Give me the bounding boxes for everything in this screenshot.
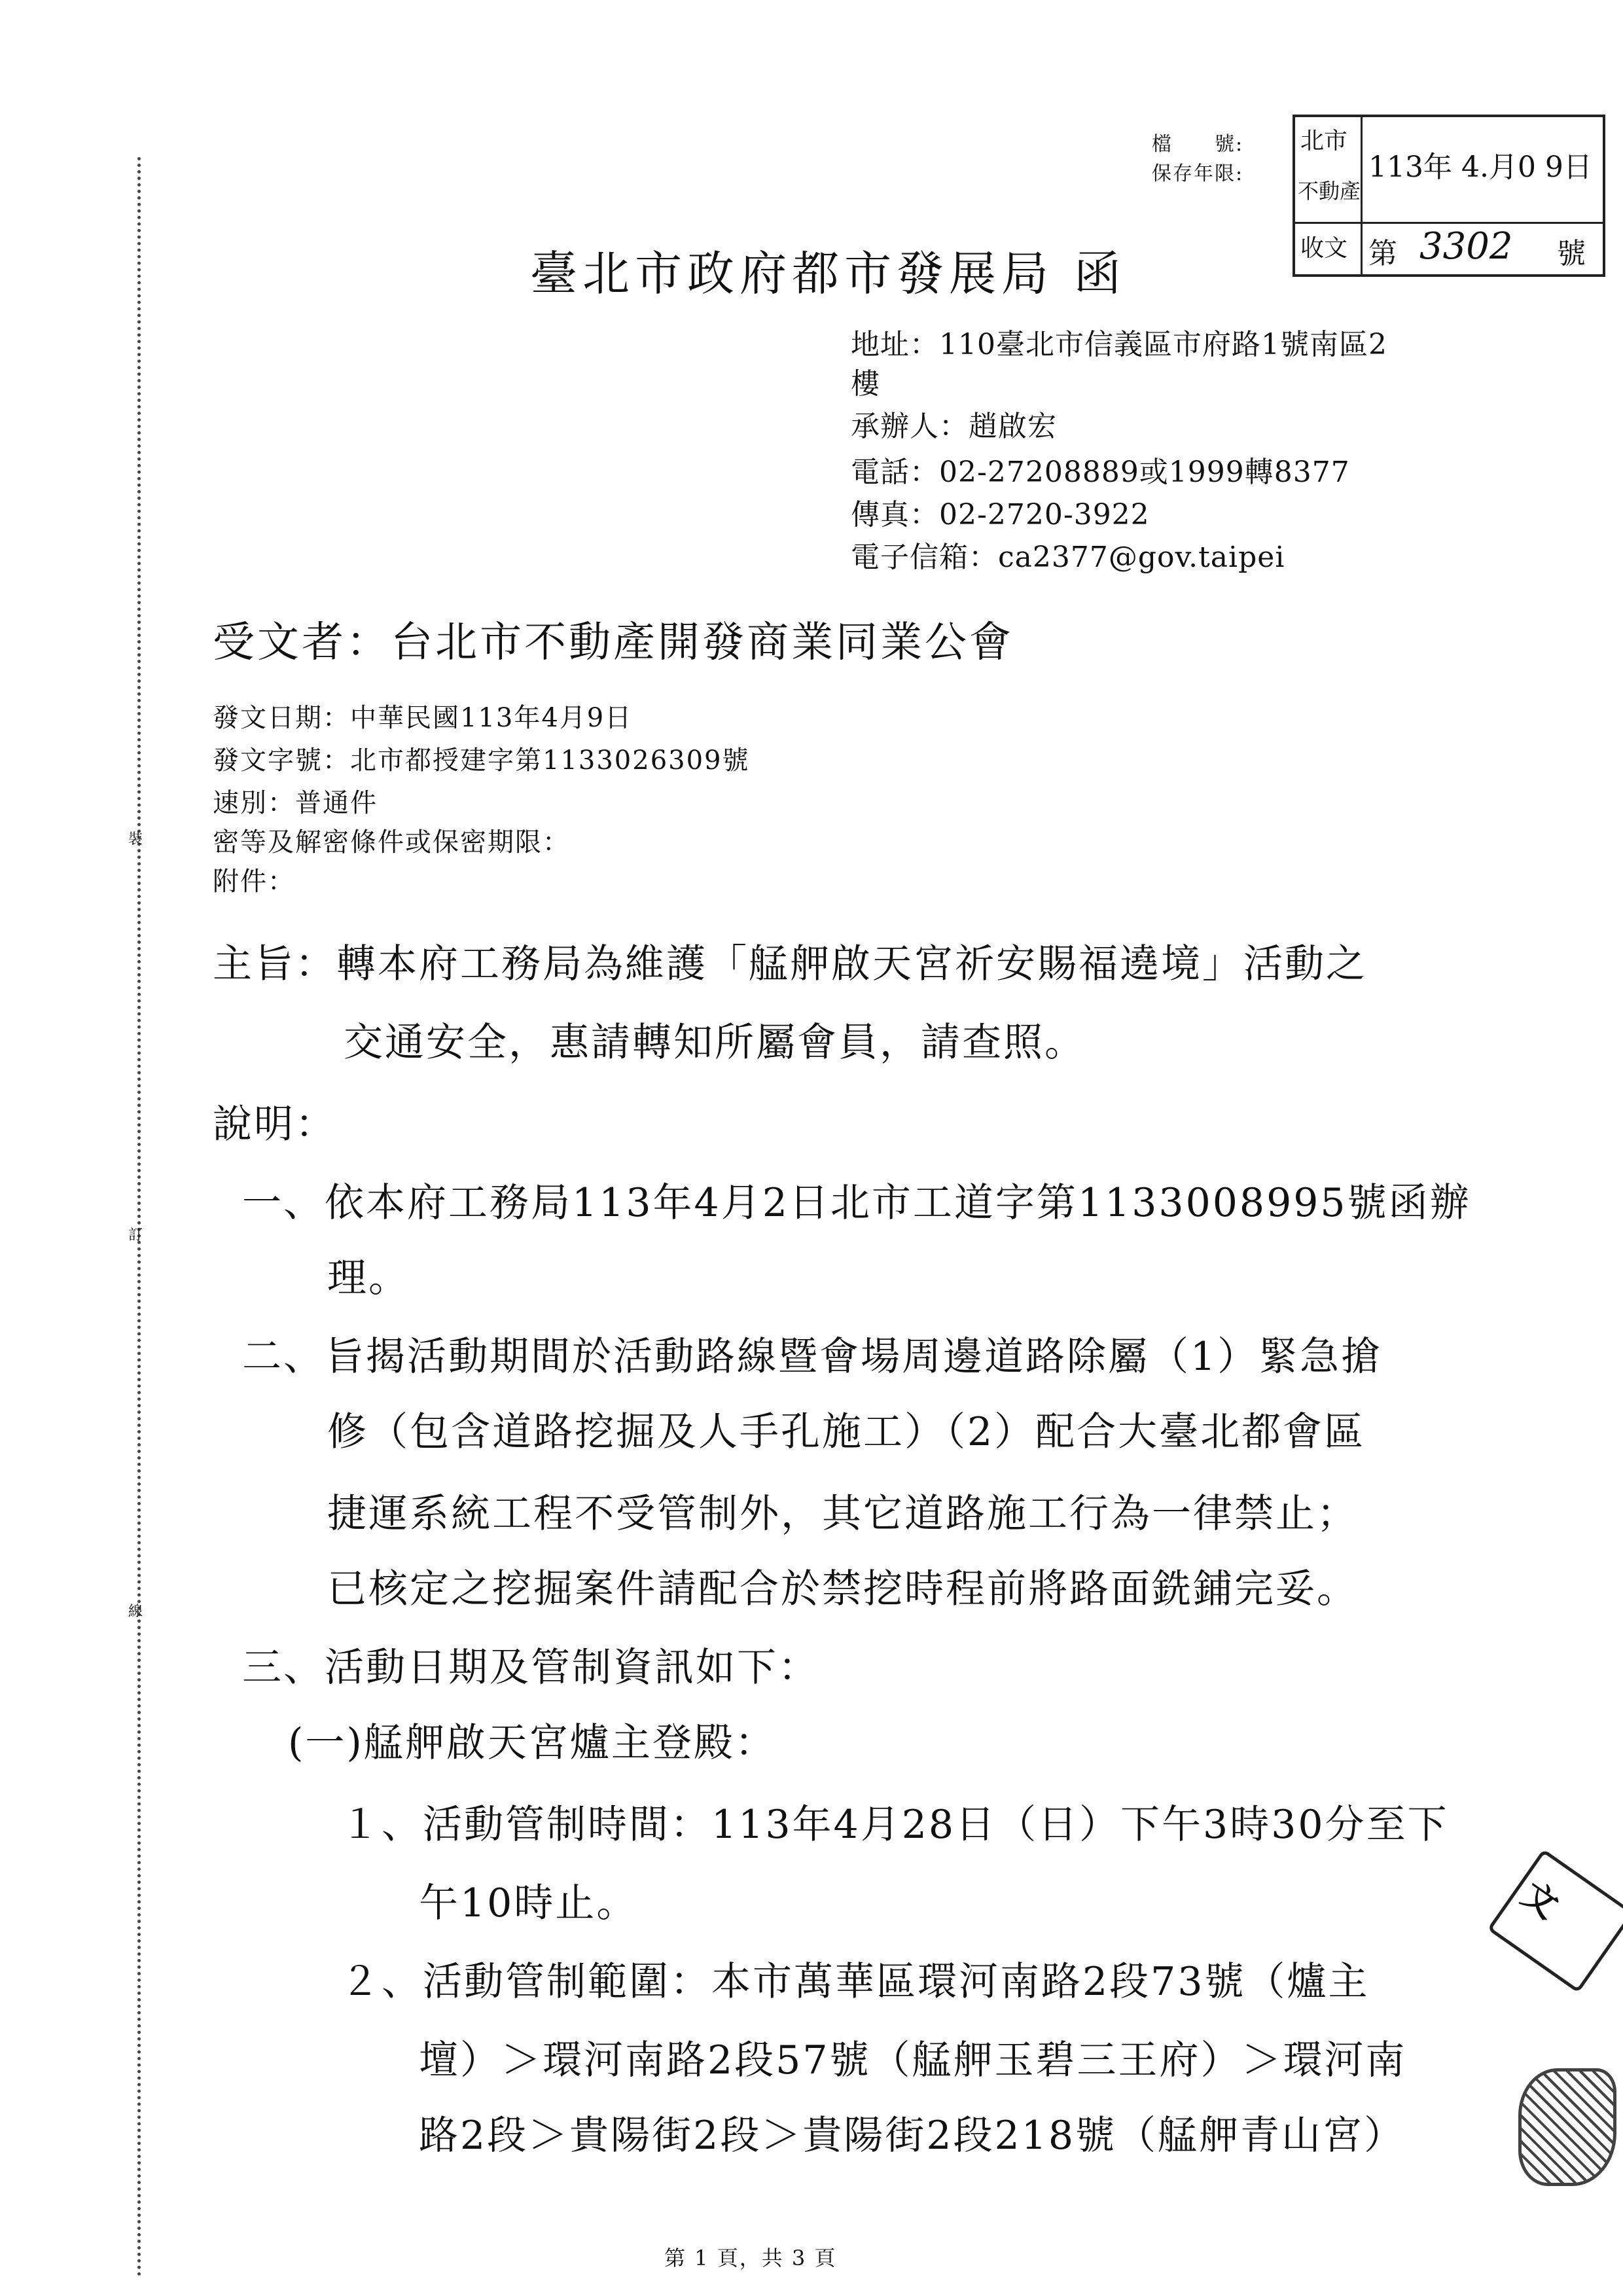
attachment: 附件： (213, 867, 295, 897)
secrecy: 密等及解密條件或保密期限： (213, 827, 570, 857)
speed: 速別：普通件 (213, 788, 378, 818)
page-footer: 第 1 頁，共 3 頁 (664, 2246, 837, 2270)
phone: 電話：02-27208889或1999轉8377 (851, 456, 1350, 489)
recipient: 受文者：台北市不動產開發商業同業公會 (213, 619, 1014, 667)
stamp-number-prefix: 第 (1368, 237, 1397, 270)
item2-line4: 已核定之挖掘案件請配合於禁挖時程前將路面銑鋪完妥。 (327, 1566, 1358, 1612)
retention-period-label: 保存年限: (1152, 162, 1244, 185)
stamp-org-line3: 收文 (1300, 235, 1348, 262)
side-seal-stamp (1487, 1849, 1623, 1993)
subject-line1: 主旨：轉本府工務局為維護「艋舺啟天宮祈安賜福遶境」活動之 (213, 941, 1367, 987)
sub1-heading: (一)艋舺啟天宮爐主登殿： (288, 1720, 776, 1766)
sub1-item2-line3: 路2段＞貴陽街2段＞貴陽街2段218號（艋舺青山宮） (419, 2113, 1406, 2159)
margin-mark-bind: 裝 (128, 831, 143, 848)
sub1-item2-line1: ２、活動管制範圍：本市萬華區環河南路2段73號（爐主 (340, 1959, 1370, 2005)
stamp-org-line2: 不動產 (1298, 179, 1361, 204)
sub1-item2-line2: 壇）＞環河南路2段57號（艋舺玉碧三王府）＞環河南 (419, 2037, 1407, 2083)
item2-line3: 捷運系統工程不受管制外，其它道路施工行為一律禁止； (327, 1491, 1358, 1537)
stamp-org-line1: 北市 (1300, 128, 1348, 154)
item2-line2: 修（包含道路挖掘及人手孔施工）（2）配合大臺北都會區 (327, 1409, 1366, 1455)
issue-number: 發文字號：北市都授建字第1133026309號 (213, 745, 750, 776)
item1-line1: 一、依本府工務局113年4月2日北市工道字第1133008995號函辦 (242, 1180, 1471, 1226)
margin-mark-staple: 訂 (128, 1227, 143, 1244)
ink-seal-mark (1518, 2068, 1616, 2186)
explanation-heading: 說明： (213, 1102, 336, 1147)
sub1-item1-line1: １、活動管制時間：113年4月28日（日）下午3時30分至下 (340, 1802, 1449, 1848)
receipt-stamp (1293, 115, 1605, 277)
stamp-number: 3302 (1419, 225, 1513, 268)
stamp-date: 113年 4.月0 9日 (1368, 151, 1592, 184)
subject-line2: 交通安全，惠請轉知所屬會員，請查照。 (344, 1020, 1086, 1066)
file-number-label: 檔 號: (1152, 133, 1244, 156)
address-line2: 樓 (851, 367, 880, 401)
item1-line2: 理。 (327, 1255, 410, 1301)
sub1-item1-line2: 午10時止。 (419, 1880, 638, 1926)
item2-line1: 二、旨揭活動期間於活動路線暨會場周邊道路除屬（1）緊急搶 (242, 1334, 1383, 1380)
handler: 承辦人：趙啟宏 (851, 410, 1057, 443)
document-title: 臺北市政府都市發展局 函 (530, 246, 1126, 301)
issue-date: 發文日期：中華民國113年4月9日 (213, 703, 633, 733)
margin-mark-line: 線 (128, 1604, 143, 1620)
binding-margin-line (137, 157, 141, 2278)
email: 電子信箱：ca2377@gov.taipei (851, 541, 1285, 574)
address-line1: 地址：110臺北市信義區市府路1號南區2 (851, 328, 1387, 361)
side-seal-text: 文 (1514, 1874, 1566, 1927)
item3-line1: 三、活動日期及管制資訊如下： (242, 1645, 819, 1691)
fax: 傳真：02-2720-3922 (851, 498, 1150, 531)
stamp-number-suffix: 號 (1557, 237, 1586, 270)
